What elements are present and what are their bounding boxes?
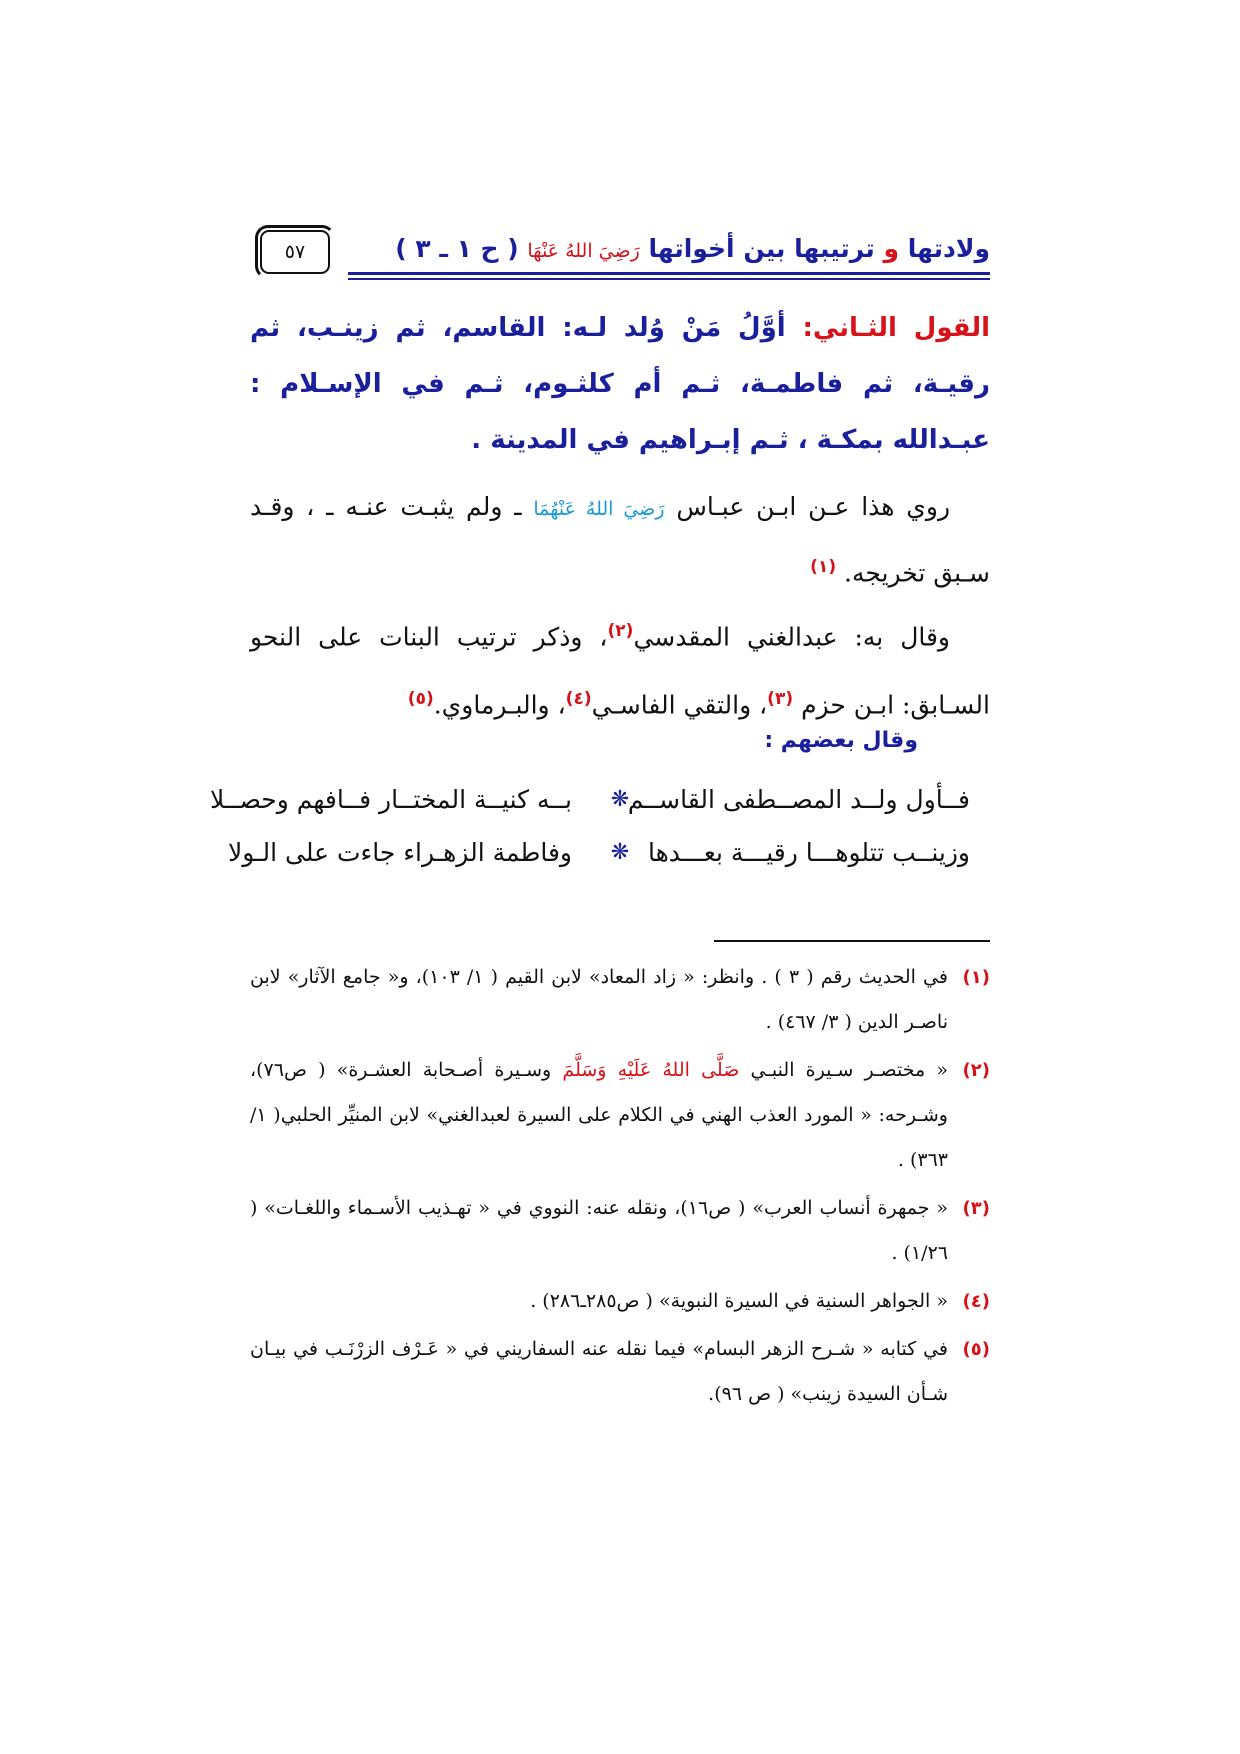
header-title-and: و [883,234,900,263]
verse-separator-icon: ❋ [610,840,630,865]
footnote-text: « جمهرة أنساب العرب» ( ص١٦)، ونقله عنه: النووي في « تهـذيب الأسـماء واللغـات» ( ١/٢٦) . [250,1197,948,1264]
p2-b: ، وذكر ترتيب البنات على النحو السـابق: ابـن حزم [250,622,990,720]
poem-verse [228,838,990,882]
verse-second-hemistich: وفاطمة الزهـراء جاءت على الـولا [228,838,572,867]
footnote-ref-1[interactable]: (١) [810,557,837,577]
poem-intro: وقال بعضهم : [764,728,918,753]
p1-before: روي هذا عـن ابـن عبـاس [676,492,951,521]
page-number: ٥٧ [260,230,330,274]
footnote-separator [714,940,990,942]
footnote-text-b: وسـيرة أصـحابة العشـرة» ( ص٧٦)، وشـرحه: « المورد العذب الهني في الكلام على السيرة لعبدالغني» لابن المنيِّر الحلبي( ١/ ٣٦٣) . [250,1059,948,1171]
header-honorific: رَضِيَ اللهُ عَنْهَا [527,240,640,262]
second-opinion-heading [250,300,990,468]
footnotes [250,955,990,1420]
verse-second-hemistich: بــه كنيــة المختــار فــافهم وحصــلا [210,785,572,814]
paragraph-scholars [250,600,990,737]
footnote-4 [250,1279,990,1324]
header-title [395,234,990,263]
verse-first-hemistich: فــأول ولــد المصــطفى القاســم [627,785,970,814]
p2-d: ، والبـرماوي. [433,690,566,720]
footnote-number: (٢) [962,1060,990,1081]
footnote-text-a: « مختصـر سـيرة النبـي [750,1059,948,1081]
footnote-text: في الحديث رقم ( ٣ ) . وانظر: « زاد المعاد» لابن القيم ( ١/ ١٠٣)، و« جامع الآثار» لابن ناصـر الدين ( ٣/ ٤٦٧) . [250,966,948,1033]
p1-honorific: رَضِيَ اللهُ عَنْهُمَا [533,498,665,520]
footnote-honorific: صَلَّى اللهُ عَلَيْهِ وَسَلَّمَ [562,1059,740,1081]
footnote-2 [250,1048,990,1183]
footnote-number: (٥) [962,1339,990,1360]
footnote-number: (١) [962,967,990,988]
footnote-number: (٤) [962,1291,990,1312]
paragraph-narration [250,478,990,602]
footnote-text: « الجواهر السنية في السيرة النبوية» ( ص٢٨٥ـ٢٨٦) . [530,1290,948,1312]
footnote-text: في كتابه « شـرح الزهر البسام» فيما نقله عنه السفاريني في « عَـرْف الزرْنَـب في بيـان شـأن السيدة زينب» ( ص ٩٦). [250,1338,948,1405]
header-title-suffix: ( ح ١ ـ ٣ ) [395,234,519,263]
footnote-5 [250,1327,990,1417]
footnote-ref-2[interactable]: (٢) [607,621,634,641]
verse-separator-icon: ❋ [610,787,630,812]
heading-lead: القول الثـاني: [802,313,991,343]
poem-verse [210,785,990,829]
footnote-ref-5[interactable]: (٥) [407,689,434,710]
footnote-3 [250,1186,990,1276]
footnote-1 [250,955,990,1045]
footnote-ref-4[interactable]: (٤) [565,689,592,710]
p2-a: وقال به: عبدالغني المقدسي [633,622,951,652]
footnote-ref-3[interactable]: (٣) [767,689,794,710]
running-header [250,230,990,282]
heading-text: أوَّلُ مَنْ وُلد لـه: القاسم، ثم زينـب، ثم رقيـة، ثم فاطمـة، ثـم أم كلثـوم، ثـم في الإسـلام : عبـدالله بمكـة ، ثـم إبـراهيم في المدينة . [250,313,990,455]
header-title-part1: ولادتها [907,234,990,263]
header-rule [348,272,990,275]
header-rule-thin [348,278,990,280]
footnote-number: (٣) [962,1198,990,1219]
p2-c: ، والتقي الفاسـي [591,690,768,720]
header-title-part2: ترتيبها بين أخواتها [648,234,875,263]
verse-first-hemistich: وزينــب تتلوهـــا رقيـــة بعـــدها [647,838,970,867]
p1-after: ـ ولم يثبـت عنـه ـ ، وقـد سـبق تخريجه. [250,492,990,588]
